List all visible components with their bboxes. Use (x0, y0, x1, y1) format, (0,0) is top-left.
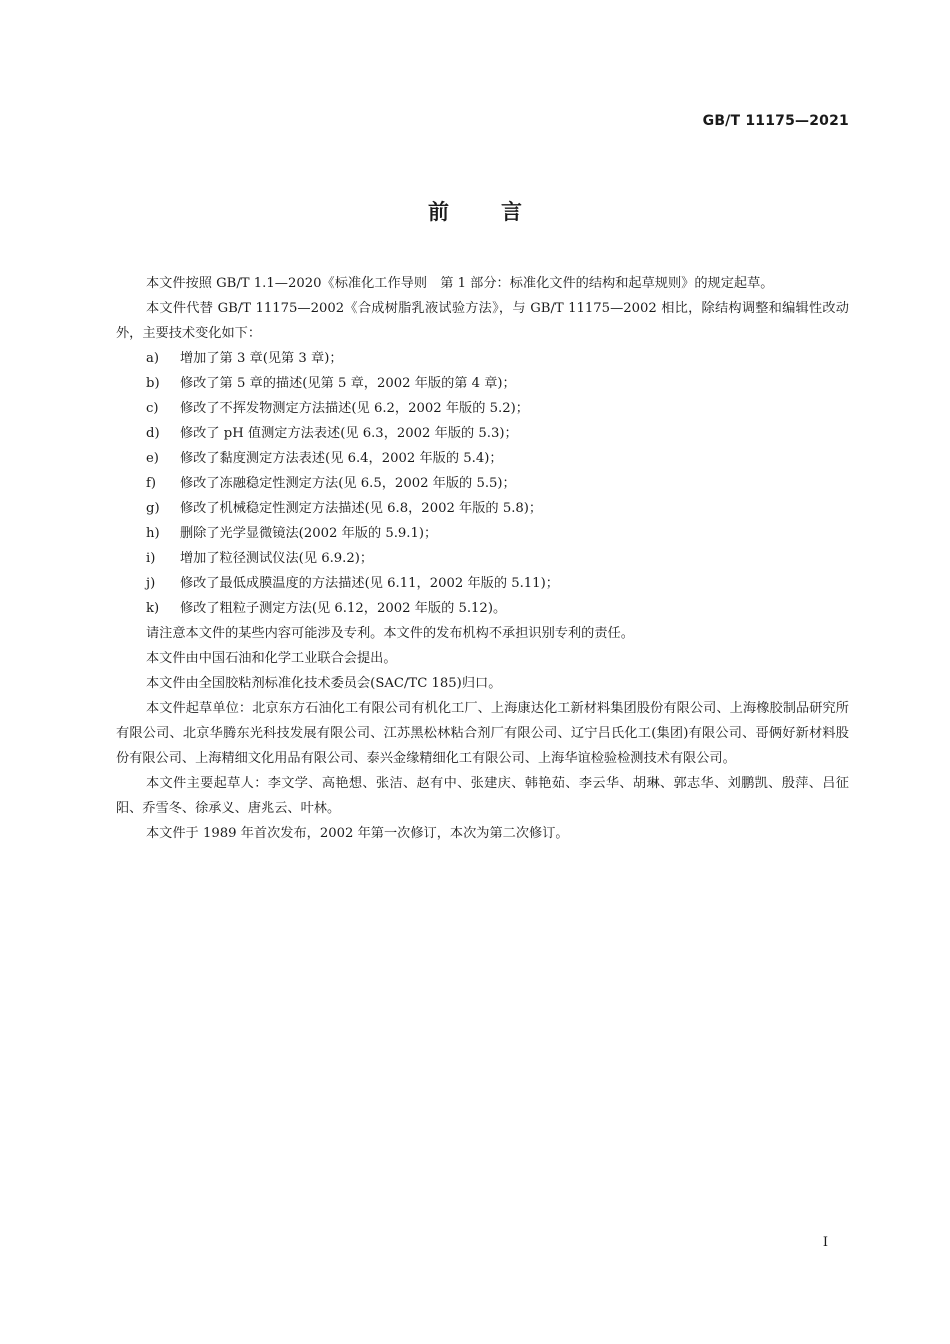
list-item (116, 596, 849, 621)
list-marker: b) (146, 376, 160, 391)
list-text: 修改了第 5 章的描述(见第 5 章，2002 年版的第 4 章)； (180, 376, 516, 391)
paragraph-drafting-units: 本文件起草单位：北京东方石油化工有限公司有机化工厂、上海康达化工新材料集团股份有限公司、上海橡胶制品研究所有限公司、北京华腾东光科技发展有限公司、江苏黑松林粘合剂厂有限公司、辽宁吕氏化工(集团)有限公司、哥俩好新材料股份有限公司、上海精细文化用品有限公司、泰兴金缘精细化工有限公司、上海华谊检验检测技术有限公司。 (116, 701, 849, 766)
title-char-2: 言 (501, 200, 522, 224)
list-text: 修改了 pH 值测定方法表述(见 6.3，2002 年版的 5.3)； (180, 426, 518, 441)
list-marker: c) (146, 401, 159, 416)
list-marker: j) (146, 576, 156, 591)
changes-list (116, 346, 849, 621)
list-item (116, 471, 849, 496)
paragraph-committee: 本文件由全国胶粘剂标准化技术委员会(SAC/TC 185)归口。 (146, 676, 502, 691)
list-text: 修改了机械稳定性测定方法描述(见 6.8，2002 年版的 5.8)； (180, 501, 543, 516)
list-marker: f) (146, 476, 157, 491)
paragraph-proposer: 本文件由中国石油和化学工业联合会提出。 (146, 651, 397, 666)
paragraph-drafting-rules: 本文件按照 GB/T 1.1—2020《标准化工作导则 第 1 部分：标准化文件的结构和起草规则》的规定起草。 (146, 276, 774, 291)
list-text: 删除了光学显微镜法(2002 年版的 5.9.1)； (180, 526, 438, 541)
list-text: 修改了黏度测定方法表述(见 6.4，2002 年版的 5.4)； (180, 451, 503, 466)
list-item (116, 371, 849, 396)
list-text: 修改了冻融稳定性测定方法(见 6.5，2002 年版的 5.5)； (180, 476, 516, 491)
list-marker: k) (146, 601, 160, 616)
paragraph-drafters: 本文件主要起草人：李文学、高艳想、张洁、赵有中、张建庆、韩艳茹、李云华、胡琳、郭志华、刘鹏凯、殷萍、吕征阳、乔雪冬、徐承义、唐兆云、叶林。 (116, 776, 849, 816)
list-marker: h) (146, 526, 160, 541)
list-marker: a) (146, 351, 160, 366)
list-item (116, 421, 849, 446)
title-char-1: 前 (428, 200, 449, 224)
list-marker: e) (146, 451, 159, 466)
list-marker: i) (146, 551, 156, 566)
list-item (116, 496, 849, 521)
list-item (116, 396, 849, 421)
list-text: 增加了第 3 章(见第 3 章)； (180, 351, 343, 366)
list-item (116, 521, 849, 546)
list-item (116, 546, 849, 571)
list-marker: g) (146, 501, 160, 516)
list-marker: d) (146, 426, 160, 441)
list-text: 增加了粒径测试仪法(见 6.9.2)； (180, 551, 374, 566)
foreword-body (116, 271, 849, 846)
paragraph-patent-notice: 请注意本文件的某些内容可能涉及专利。本文件的发布机构不承担识别专利的责任。 (146, 626, 634, 641)
list-text: 修改了最低成膜温度的方法描述(见 6.11，2002 年版的 5.11)； (180, 576, 559, 591)
page-number: I (822, 1235, 828, 1250)
paragraph-replaces: 本文件代替 GB/T 11175—2002《合成树脂乳液试验方法》，与 GB/T 11175—2002 相比，除结构调整和编辑性改动外，主要技术变化如下： (116, 301, 849, 341)
list-text: 修改了粗粒子测定方法(见 6.12，2002 年版的 5.12)。 (180, 601, 507, 616)
list-text: 修改了不挥发物测定方法描述(见 6.2，2002 年版的 5.2)； (180, 401, 529, 416)
list-item (116, 446, 849, 471)
list-item (116, 571, 849, 596)
standard-code: GB/T 11175—2021 (702, 113, 849, 129)
list-item (116, 346, 849, 371)
page-title (0, 196, 950, 226)
paragraph-history: 本文件于 1989 年首次发布，2002 年第一次修订，本次为第二次修订。 (146, 826, 569, 841)
